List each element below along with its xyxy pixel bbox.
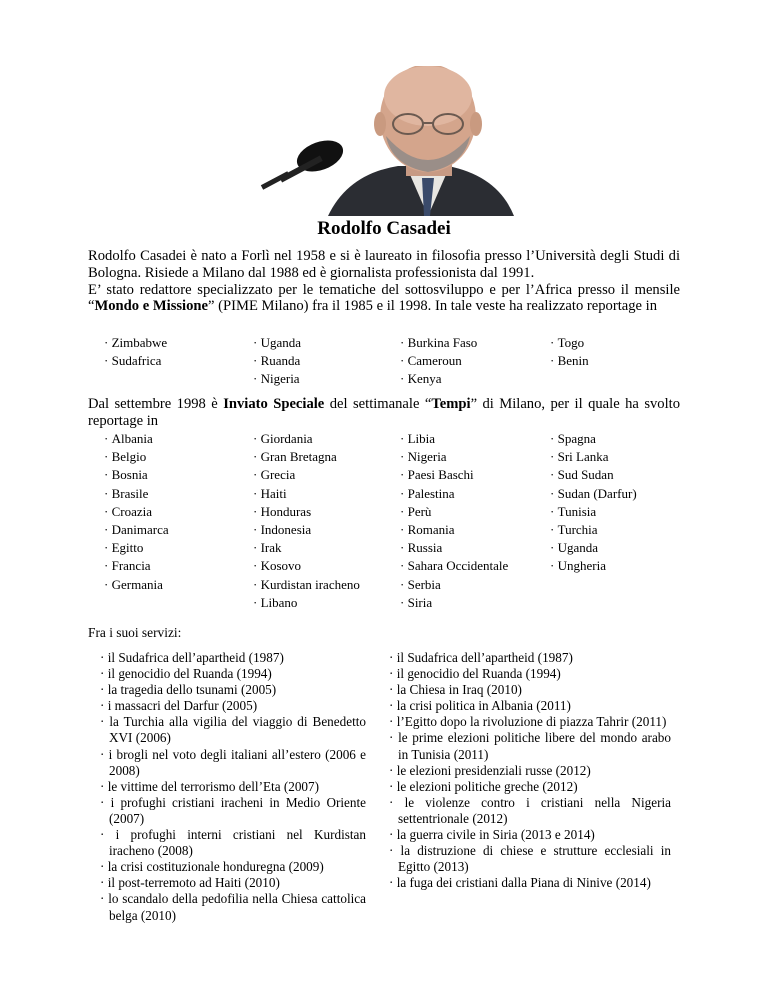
service-item: · i profughi interni cristiani nel Kurdistan iracheno (2008) bbox=[100, 827, 366, 859]
country-item: · Libano bbox=[253, 594, 360, 612]
service-item: · i profughi cristiani iracheni in Medio Oriente (2007) bbox=[100, 795, 366, 827]
country-item: · Nigeria bbox=[253, 370, 301, 388]
country-item: · Zimbabwe bbox=[104, 334, 167, 352]
country-item: · Sudan (Darfur) bbox=[550, 485, 637, 503]
country-item: · Uganda bbox=[550, 539, 637, 557]
service-item: · il genocidio del Ruanda (1994) bbox=[100, 666, 366, 682]
intro-text: Rodolfo Casadei è nato a Forlì nel 1958 e si è laureato in filosofia presso l’Università degli Studi di Bologna. Risiede a Milano dal 1988 ed è giornalista professionista dal 1991. bbox=[88, 248, 680, 281]
role-inviato-speciale: Inviato Speciale bbox=[223, 396, 325, 412]
country-item: · Bosnia bbox=[104, 466, 169, 484]
services-right-list bbox=[389, 650, 671, 891]
intro-paragraph bbox=[88, 248, 680, 315]
country-item: · Palestina bbox=[400, 485, 508, 503]
country-item: · Uganda bbox=[253, 334, 301, 352]
country-item: · Russia bbox=[400, 539, 508, 557]
tempi-paragraph bbox=[88, 396, 680, 430]
service-item: · le elezioni politiche greche (2012) bbox=[389, 779, 671, 795]
countries2-col-1 bbox=[104, 430, 169, 594]
magazine-tempi: Tempi bbox=[431, 396, 471, 412]
service-item: · le vittime del terrorismo dell’Eta (2007) bbox=[100, 779, 366, 795]
para2-text-b: del settimanale “ bbox=[324, 396, 432, 412]
countries2-col-4 bbox=[550, 430, 637, 576]
service-item: · le elezioni presidenziali russe (2012) bbox=[389, 763, 671, 779]
country-item: · Perù bbox=[400, 503, 508, 521]
service-item: · la fuga dei cristiani dalla Piana di Ninive (2014) bbox=[389, 875, 671, 891]
country-item: · Danimarca bbox=[104, 521, 169, 539]
country-item: · Cameroun bbox=[400, 352, 477, 370]
para2-text-a: Dal settembre 1998 è bbox=[88, 396, 224, 412]
countries1-col-3 bbox=[400, 334, 477, 389]
country-item: · Gran Bretagna bbox=[253, 448, 360, 466]
service-item: · i massacri del Darfur (2005) bbox=[100, 698, 366, 714]
country-item: · Irak bbox=[253, 539, 360, 557]
service-item: · le violenze contro i cristiani nella Nigeria settentrionale (2012) bbox=[389, 795, 671, 827]
intro2-text-b: ” (PIME Milano) fra il 1985 e il 1998. In tale veste ha realizzato reportage in bbox=[208, 298, 658, 315]
countries2-col-3 bbox=[400, 430, 508, 612]
country-item: · Egitto bbox=[104, 539, 169, 557]
service-item: · l’Egitto dopo la rivoluzione di piazza Tahrir (2011) bbox=[389, 714, 671, 730]
service-item: · i brogli nel voto degli italiani all’estero (2006 e 2008) bbox=[100, 747, 366, 779]
country-item: · Brasile bbox=[104, 485, 169, 503]
country-item: · Sahara Occidentale bbox=[400, 557, 508, 575]
country-item: · Paesi Baschi bbox=[400, 466, 508, 484]
page-title: Rodolfo Casadei bbox=[317, 218, 451, 239]
service-item: · la Turchia alla vigilia del viaggio di Benedetto XVI (2006) bbox=[100, 714, 366, 746]
country-item: · Nigeria bbox=[400, 448, 508, 466]
country-item: · Belgio bbox=[104, 448, 169, 466]
country-item: · Sri Lanka bbox=[550, 448, 637, 466]
country-item: · Honduras bbox=[253, 503, 360, 521]
service-item: · la distruzione di chiese e strutture ecclesiali in Egitto (2013) bbox=[389, 843, 671, 875]
services-heading: Fra i suoi servizi: bbox=[88, 625, 182, 640]
service-item: · la guerra civile in Siria (2013 e 2014) bbox=[389, 827, 671, 843]
service-item: · la tragedia dello tsunami (2005) bbox=[100, 682, 366, 698]
country-item: · Tunisia bbox=[550, 503, 637, 521]
country-item: · Turchia bbox=[550, 521, 637, 539]
para2-text-c: ” di Milano, per il quale ha svolto reportage in bbox=[88, 396, 680, 429]
service-item: · la crisi costituzionale honduregna (2009) bbox=[100, 859, 366, 875]
service-item: · il Sudafrica dell’apartheid (1987) bbox=[100, 650, 366, 666]
service-item: · la crisi politica in Albania (2011) bbox=[389, 698, 671, 714]
service-item: · il post-terremoto ad Haiti (2010) bbox=[100, 875, 366, 891]
service-item: · il genocidio del Ruanda (1994) bbox=[389, 666, 671, 682]
service-item: · lo scandalo della pedofilia nella Chiesa cattolica belga (2010) bbox=[100, 891, 366, 923]
country-item: · Francia bbox=[104, 557, 169, 575]
country-item: · Indonesia bbox=[253, 521, 360, 539]
country-item: · Romania bbox=[400, 521, 508, 539]
country-item: · Ungheria bbox=[550, 557, 637, 575]
countries2-col-2 bbox=[253, 430, 360, 612]
service-item: · le prime elezioni politiche libere del mondo arabo in Tunisia (2011) bbox=[389, 730, 671, 762]
portrait-photo bbox=[258, 66, 514, 216]
magazine-mondo-e-missione: Mondo e Missione bbox=[94, 298, 208, 315]
country-item: · Ruanda bbox=[253, 352, 301, 370]
country-item: · Serbia bbox=[400, 576, 508, 594]
countries1-col-4 bbox=[550, 334, 589, 370]
intro2-text-a: E’ stato redattore specializzato per le tematiche del sottosviluppo e per l’Africa presso il mensile “ bbox=[88, 281, 680, 315]
country-item: · Benin bbox=[550, 352, 589, 370]
countries1-col-1 bbox=[104, 334, 167, 370]
service-item: · la Chiesa in Iraq (2010) bbox=[389, 682, 671, 698]
country-item: · Siria bbox=[400, 594, 508, 612]
country-item: · Spagna bbox=[550, 430, 637, 448]
country-item: · Togo bbox=[550, 334, 589, 352]
country-item: · Kurdistan iracheno bbox=[253, 576, 360, 594]
country-item: · Haiti bbox=[253, 485, 360, 503]
service-item: · il Sudafrica dell’apartheid (1987) bbox=[389, 650, 671, 666]
country-item: · Libia bbox=[400, 430, 508, 448]
country-item: · Croazia bbox=[104, 503, 169, 521]
country-item: · Sud Sudan bbox=[550, 466, 637, 484]
countries1-col-2 bbox=[253, 334, 301, 389]
country-item: · Grecia bbox=[253, 466, 360, 484]
country-item: · Kenya bbox=[400, 370, 477, 388]
country-item: · Giordania bbox=[253, 430, 360, 448]
country-item: · Burkina Faso bbox=[400, 334, 477, 352]
country-item: · Albania bbox=[104, 430, 169, 448]
country-item: · Germania bbox=[104, 576, 169, 594]
services-left-list bbox=[100, 650, 366, 924]
country-item: · Sudafrica bbox=[104, 352, 167, 370]
country-item: · Kosovo bbox=[253, 557, 360, 575]
